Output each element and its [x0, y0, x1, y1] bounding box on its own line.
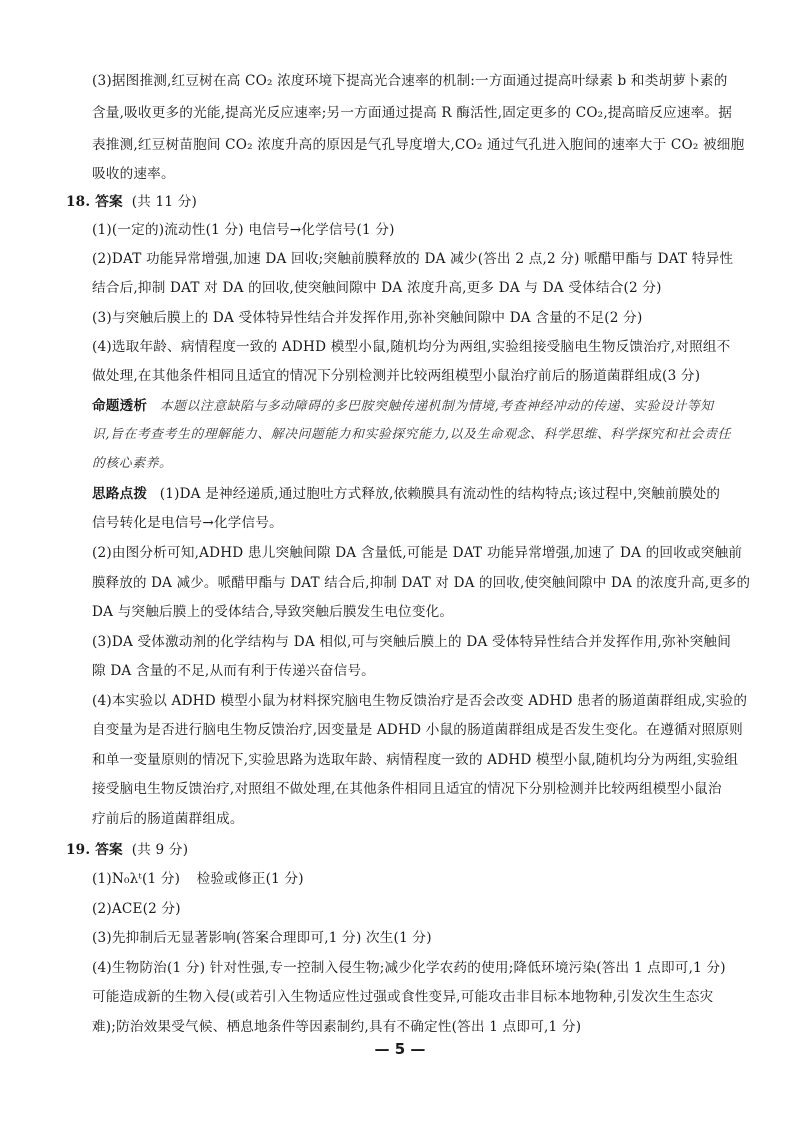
q18-idea-2-line3: DA 与突触后膜上的受体结合,导致突触后膜发生电位变化。: [92, 604, 454, 620]
q18-idea-1-line2: 信号转化是电信号→化学信号。: [92, 515, 283, 531]
q19-answer-4-line1: (4)生物防治(1 分) 针对性强,专一控制入侵生物;减少化学农药的使用;降低环境污染(答出 1 点即可,1 分): [92, 960, 726, 976]
q18-heading: [66, 192, 197, 212]
q18-answer-1: (1)(一定的)流动性(1 分) 电信号→化学信号(1 分): [92, 222, 395, 238]
q18-number: 18.: [66, 194, 91, 210]
q18-idea-1-line1: 思路点拨 (1)DA 是神经递质,通过胞吐方式释放,依赖膜具有流动性的结构特点;该过程中,突触前膜处的: [92, 486, 721, 502]
q18-idea-4-line3: 和单一变量原则的情况下,实验思路为选取年龄、病情程度一致的 ADHD 模型小鼠,随机均分为两组,实验组: [92, 752, 739, 768]
q18-answer-3: (3)与突触后膜上的 DA 受体特异性结合并发挥作用,弥补突触间隙中 DA 含量的不足(2 分): [92, 310, 643, 326]
q17-part3-line1: (3)据图推测,红豆树在高 CO₂ 浓度环境下提高光合速率的机制:一方面通过提高叶绿素 b 和类胡萝卜素的: [92, 73, 728, 89]
q19-number: 19.: [66, 842, 91, 858]
q18-answer-4-line2: 做处理,在其他条件相同且适宜的情况下分别检测并比较两组模型小鼠治疗前后的肠道菌群组成(3 分): [92, 368, 701, 384]
q19-answer-2: (2)ACE(2 分): [92, 901, 181, 917]
q18-idea-2-line1: (2)由图分析可知,ADHD 患儿突触间隙 DA 含量低,可能是 DAT 功能异常增强,加速了 DA 的回收或突触前: [92, 545, 743, 561]
q18-answer-4-line1: (4)选取年龄、病情程度一致的 ADHD 模型小鼠,随机均分为两组,实验组接受脑电生物反馈治疗,对照组不: [92, 339, 731, 355]
q19-heading: [66, 840, 188, 860]
q18-idea-4-line5: 疗前后的肠道菌群组成。: [92, 811, 244, 827]
q18-idea-4-line4: 接受脑电生物反馈治疗,对照组不做处理,在其他条件相同且适宜的情况下分别检测并比较两组模型小鼠治: [92, 781, 722, 797]
q18-idea-2-line2: 膜释放的 DA 减少。哌醋甲酯与 DAT 结合后,抑制 DAT 对 DA 的回收,使突触间隙中 DA 的浓度升高,更多的: [92, 575, 751, 591]
q18-idea-3-line2: 隙 DA 含量的不足,从而有利于传递兴奋信号。: [92, 663, 375, 679]
q18-insight-line3: 的核心素养。: [92, 456, 173, 471]
q19-answer-4-line3: 难);防治效果受气候、栖息地条件等因素制约,具有不确定性(答出 1 点即可,1 分): [92, 1019, 582, 1035]
idea-label: 思路点拨: [92, 486, 148, 502]
q18-idea-3-line1: (3)DA 受体激动剂的化学结构与 DA 相似,可与突触后膜上的 DA 受体特异性结合并发挥作用,弥补突触间: [92, 634, 732, 650]
q19-score: (共 9 分): [131, 842, 189, 858]
q17-part3-line3: 表推测,红豆树苗胞间 CO₂ 浓度升高的原因是气孔导度增大,CO₂ 通过气孔进入胞间的速率大于 CO₂ 被细胞: [92, 137, 745, 153]
q18-idea-4-line1: (4)本实验以 ADHD 模型小鼠为材料探究脑电生物反馈治疗是否会改变 ADHD 患者的肠道菌群组成,实验的: [92, 693, 748, 709]
q18-idea-4-line2: 自变量为是否进行脑电生物反馈治疗,因变量是 ADHD 小鼠的肠道菌群组成是否发生变化。在遵循对照原则: [92, 722, 743, 738]
q19-answer-4-line2: 可能造成新的生物入侵(或若引入生物适应性过强或食性变异,可能攻击非目标本地物种,引发次生生态灾: [92, 989, 714, 1005]
page-number: — 5 —: [374, 1040, 426, 1058]
insight-label: 命题透析: [92, 398, 148, 414]
q19-answer-1-rest: 检验或修正(1 分): [196, 871, 304, 887]
q17-part3-line4: 吸收的速率。: [92, 166, 175, 182]
q19-answer-1-formula: (1)N₀λᵗ(1 分): [92, 871, 181, 887]
q19-answer-1: [92, 869, 304, 889]
q18-answer-label: 答案: [95, 194, 123, 210]
q17-part3-line2: 含量,吸收更多的光能,提高光反应速率;另一方面通过提高 R 酶活性,固定更多的 CO₂,提高暗反应速率。据: [92, 105, 732, 121]
q18-score: (共 11 分): [131, 194, 198, 210]
q18-answer-2-line1: (2)DAT 功能异常增强,加速 DA 回收;突触前膜释放的 DA 减少(答出 2 点,2 分) 哌醋甲酯与 DAT 特异性: [92, 251, 734, 267]
q18-insight-line1: 命题透析 本题以注意缺陷与多动障碍的多巴胺突触传递机制为情境,考查神经冲动的传递、实验设计等知: [92, 398, 714, 414]
q18-answer-2-line2: 结合后,抑制 DAT 对 DA 的回收,使突触间隙中 DA 浓度升高,更多 DA 与 DA 受体结合(2 分): [92, 280, 662, 296]
q19-answer-label: 答案: [95, 842, 123, 858]
q18-insight-line2: 识,旨在考查考生的理解能力、解决问题能力和实验探究能力,以及生命观念、科学思维、科学探究和社会责任: [92, 427, 731, 442]
q19-answer-3: (3)先抑制后无显著影响(答案合理即可,1 分) 次生(1 分): [92, 930, 432, 946]
